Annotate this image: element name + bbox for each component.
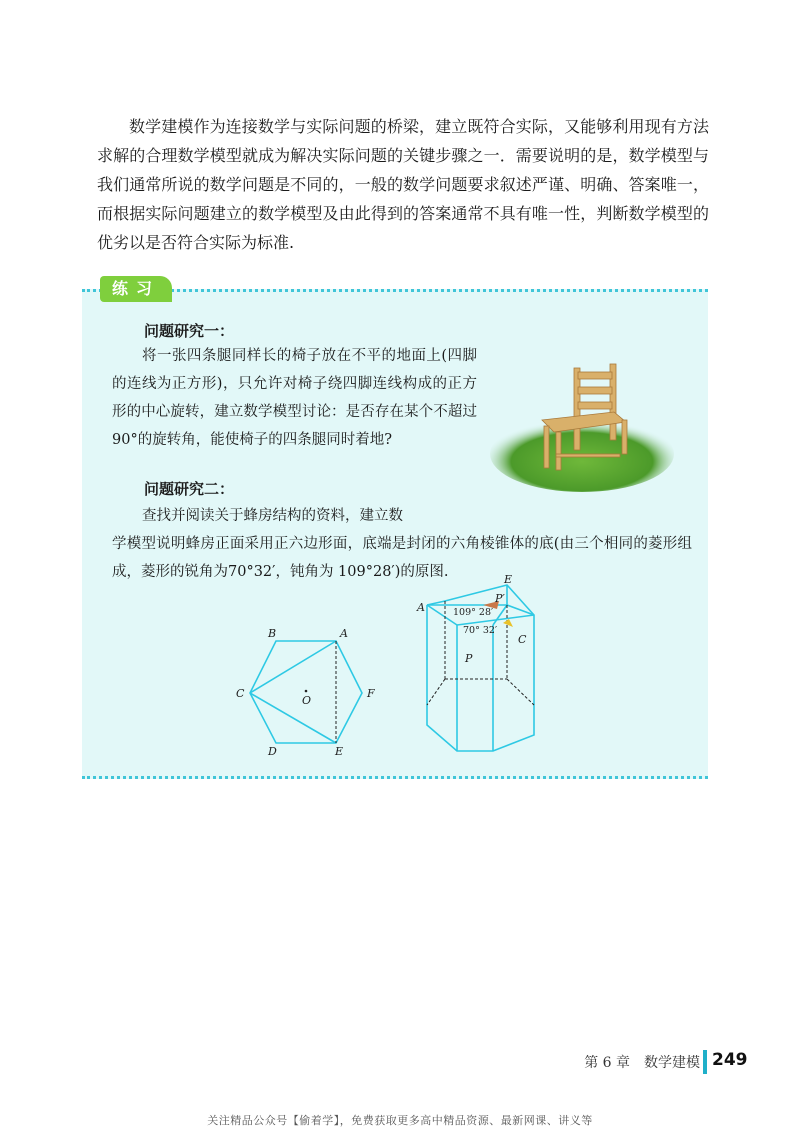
- question1-title: 问题研究一：: [144, 322, 235, 340]
- hex-label-f: F: [367, 687, 375, 700]
- center-point: [305, 690, 308, 693]
- hex-label-b: B: [268, 627, 277, 640]
- question2-title: 问题研究二：: [144, 480, 235, 498]
- exercise-box: [82, 289, 708, 779]
- page-number: 249: [712, 1050, 748, 1070]
- watermark-text: 关注精品公众号【偷着学】，免费获取更多高中精品资源、最新网课、讲义等: [207, 1114, 593, 1127]
- question1-text: 将一张四条腿同样长的椅子放在不平的地面上(四脚的连线为正方形)，只允许对椅子绕四脚连线构成的正方形的中心旋转，建立数学模型讨论：是否存在某个不超过 90°的旋转角，能使椅子的四条腿同时着地?: [112, 348, 477, 448]
- prism-label-p-prime: P′: [495, 592, 505, 605]
- intro-paragraph: 数学建模作为连接数学与实际问题的桥梁，建立既符合实际，又能够利用现有方法求解的合理数学模型就成为解决实际问题的关键步骤之一．需要说明的是，数学模型与我们通常所说的数学问题是不同的，一般的数学问题要求叙述严谨、明确、答案唯一，而根据实际问题建立的数学模型及由此得到的答案通常不具有唯一性，判断数学模型的优劣以是否符合实际为标准.: [97, 117, 709, 252]
- footer-divider-bar: [703, 1050, 707, 1074]
- chair-on-grass-image: [492, 354, 672, 489]
- hex-label-o: O: [302, 694, 312, 707]
- honeycomb-prism-figure: [417, 575, 557, 755]
- question2-text-part2: 学模型说明蜂房正面采用正六边形面，底端是封闭的六角棱锥体的底(由三个相同的菱形组成，菱形的锐角为70°32′，钝角为 109°28′)的原图.: [112, 536, 692, 580]
- prism-label-p: P: [465, 652, 473, 665]
- prism-label-a: A: [417, 601, 425, 614]
- acute-angle-mark: [503, 619, 513, 627]
- question2-text-part1: 查找并阅读关于蜂房结构的资料，建立数: [142, 508, 403, 524]
- prism-label-e: E: [504, 573, 513, 586]
- acute-angle-label: 70° 32′: [463, 625, 498, 636]
- exercise-tag: 练习: [100, 276, 172, 302]
- hex-label-c: C: [236, 687, 245, 700]
- hexagon-figure: [232, 617, 375, 758]
- hex-label-e: E: [335, 745, 344, 758]
- chapter-footer: 第 6 章 数学建模: [584, 1055, 700, 1071]
- prism-label-c: C: [518, 633, 527, 646]
- hex-label-a: A: [340, 627, 348, 640]
- obtuse-angle-label: 109° 28′: [453, 607, 494, 618]
- hex-label-d: D: [268, 745, 277, 758]
